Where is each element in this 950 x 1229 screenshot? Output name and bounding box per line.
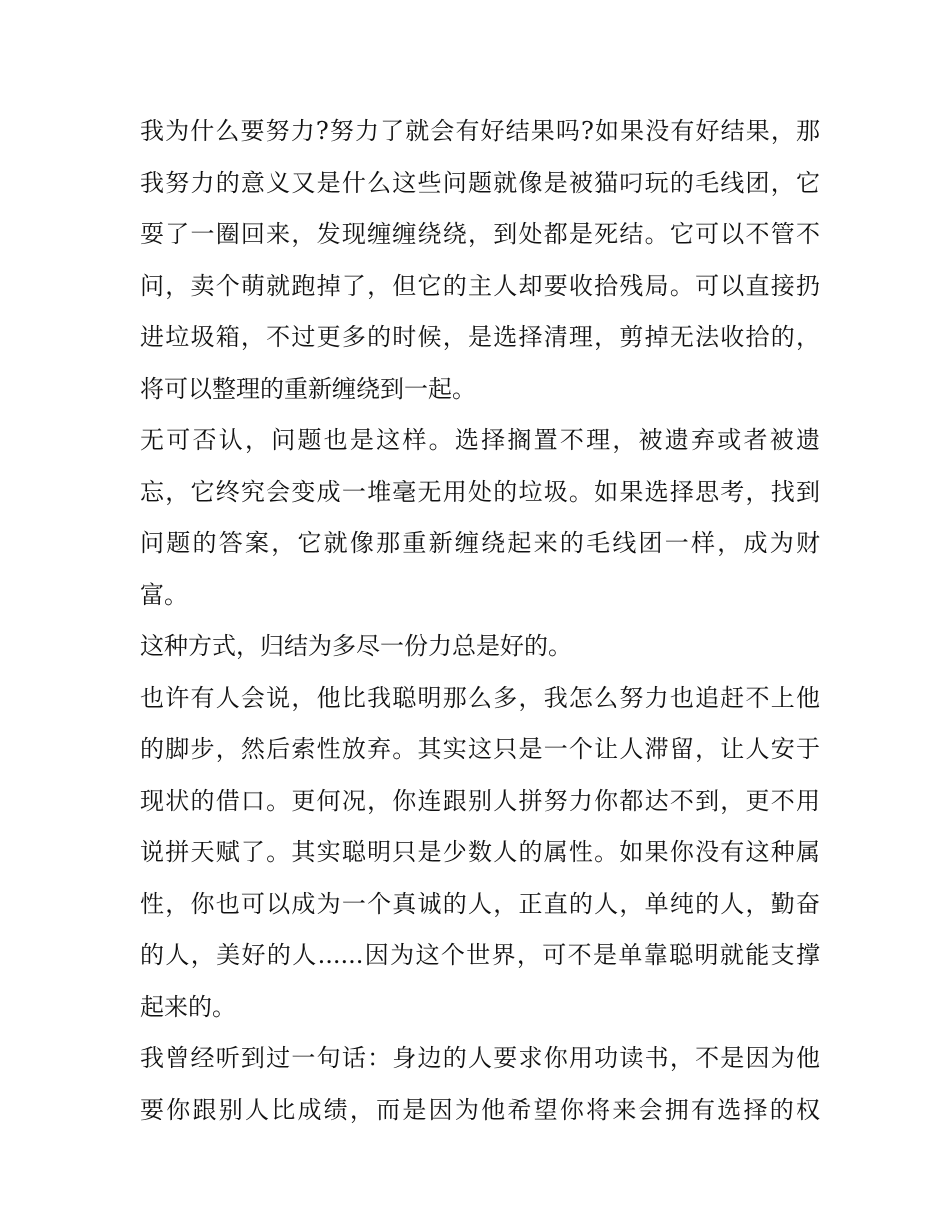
text-line: 富。 (140, 580, 188, 609)
text-line: 也许有人会说，他比我聪明那么多，我怎么努力也追赶不上他 (140, 683, 820, 712)
text-line: 现状的借口。更何况，你连跟别人拼努力你都达不到，更不用 (140, 786, 820, 815)
text-line: 要你跟别人比成绩，而是因为他希望你将来会拥有选择的权 (140, 1095, 820, 1124)
text-line: 问，卖个萌就跑掉了，但它的主人却要收拾残局。可以直接扔 (140, 271, 820, 300)
paragraph-1 (140, 106, 820, 415)
text-line: 进垃圾箱，不过更多的时候，是选择清理，剪掉无法收拾的， (140, 323, 820, 351)
paragraph-4 (140, 673, 820, 1034)
text-line: 忘，它终究会变成一堆毫无用处的垃圾。如果选择思考，找到 (140, 477, 820, 506)
paragraph-2 (140, 415, 820, 621)
paragraph-5 (140, 1033, 820, 1136)
text-line: 起来的。 (140, 992, 236, 1021)
text-line: 说拼天赋了。其实聪明只是少数人的属性。如果你没有这种属 (140, 838, 820, 866)
text-line: 这种方式，归结为多尽一份力总是好的。 (140, 632, 572, 660)
text-line: 我为什么要努力?努力了就会有好结果吗?如果没有好结果，那 (140, 117, 820, 145)
text-line: 我曾经听到过一句话：身边的人要求你用功读书，不是因为他 (140, 1044, 820, 1072)
text-line: 的人，美好的人......因为这个世界，可不是单靠聪明就能支撑 (140, 941, 820, 969)
paragraph-3 (140, 621, 820, 673)
document-body (140, 106, 820, 1136)
text-line: 问题的答案，它就像那重新缠绕起来的毛线团一样，成为财 (140, 529, 820, 557)
text-line: 将可以整理的重新缠绕到一起。 (140, 374, 476, 403)
text-line: 耍了一圈回来，发现缠缠绕绕，到处都是死结。它可以不管不 (140, 220, 820, 248)
text-line: 我努力的意义又是什么这些问题就像是被猫叼玩的毛线团，它 (140, 168, 820, 197)
text-line: 的脚步，然后索性放弃。其实这只是一个让人滞留，让人安于 (140, 735, 820, 763)
text-line: 无可否认，问题也是这样。选择搁置不理，被遗弃或者被遗 (140, 426, 820, 454)
text-line: 性，你也可以成为一个真诚的人，正直的人，单纯的人，勤奋 (140, 889, 820, 918)
